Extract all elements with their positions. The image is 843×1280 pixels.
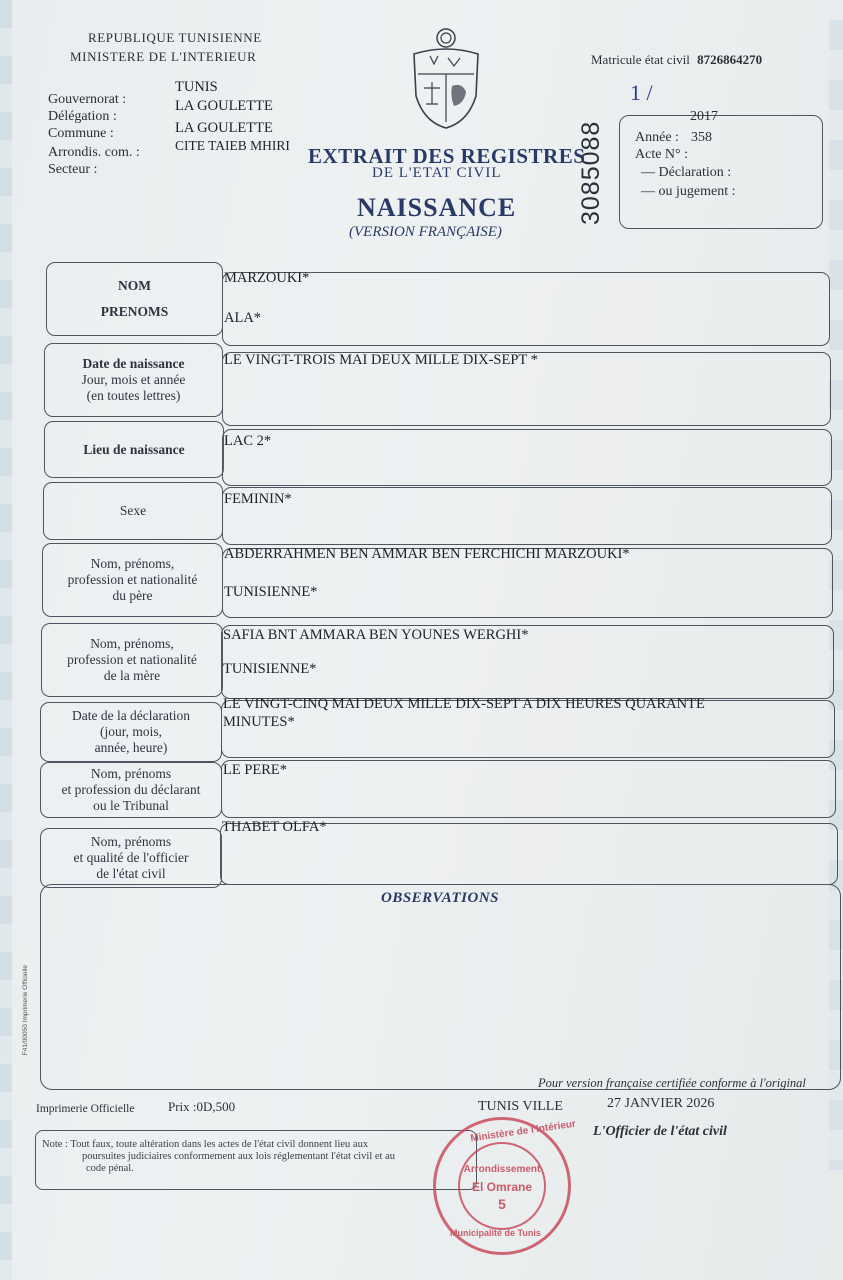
field-label-line: profession et nationalité — [67, 572, 198, 587]
field-value-text: ABDERRAHMEN BEN AMMAR BEN FERCHICHI MARZOUKI* — [224, 546, 630, 562]
field-label-line: (jour, mois, — [99, 724, 163, 739]
value-arrondissement: CITE TAIEB MHIRI — [175, 138, 290, 153]
label-arrondissement: Arrondis. com. : — [48, 145, 140, 160]
field-label-box — [41, 623, 223, 697]
field-label-line: année, heure) — [94, 740, 168, 755]
doc-type-naissance: NAISSANCE — [357, 193, 517, 222]
field-label-line: Lieu de naissance — [83, 441, 185, 457]
field-label-box — [44, 421, 224, 478]
jugement-label: — ou jugement : — [641, 184, 736, 199]
annee-label: Année : — [635, 130, 679, 145]
issue-place: TUNIS VILLE — [478, 1099, 563, 1114]
field-value-text: ALA* — [224, 310, 262, 326]
republic-title: REPUBLIQUE TUNISIENNE — [88, 30, 262, 45]
field-value-text: LE PERE* — [223, 762, 288, 778]
field-label-line: Nom, prénoms — [90, 834, 172, 849]
field-label-line: et qualité de l'officier — [73, 850, 189, 865]
acte-number-label: Acte N° : — [635, 147, 689, 162]
note-line-3: code pénal. — [86, 1163, 134, 1174]
prix: Prix :0D,500 — [168, 1099, 236, 1114]
field-value-box — [222, 487, 832, 545]
ministry-title: MINISTERE DE L'INTERIEUR — [70, 49, 257, 64]
field-label-line: ou le Tribunal — [93, 798, 169, 813]
field-label-line: Date de la déclaration — [71, 708, 191, 723]
serial-number: 3085088 — [577, 120, 605, 226]
imprimerie-label: Imprimerie Officielle — [36, 1103, 135, 1115]
field-value-text: LE VINGT-CINQ MAI DEUX MILLE DIX-SEPT A DIX HEURES QUARANTE — [223, 696, 705, 712]
field-label-box — [42, 543, 223, 617]
label-secteur: Secteur : — [48, 162, 98, 177]
stamp-line-3: 5 — [498, 1196, 506, 1212]
field-value-box — [221, 760, 836, 818]
field-label-box — [46, 262, 223, 336]
matricule-label: Matricule état civil — [591, 52, 690, 67]
field-label-box — [44, 343, 223, 417]
side-print: F41/00050 Imprimerie Officielle — [22, 965, 29, 1056]
field-label-line: (en toutes lettres) — [86, 388, 181, 403]
handwritten-mark: 1 / — [630, 80, 653, 105]
field-label-line: Sexe — [119, 503, 147, 518]
label-gouvernorat: Gouvernorat : — [48, 92, 127, 107]
field-value-text: TUNISIENNE* — [224, 584, 318, 600]
field-label-line: Date de naissance — [82, 356, 185, 371]
observations-label: OBSERVATIONS — [381, 890, 499, 906]
tunisia-emblem-icon — [408, 26, 484, 132]
note-line-1: Note : Tout faux, toute altération dans les actes de l'état civil donnent lieu aux — [42, 1139, 369, 1150]
field-label-line: Nom, prénoms, — [90, 556, 175, 571]
stamp-line-2: El Omrane — [471, 1180, 533, 1194]
field-value-text: SAFIA BNT AMMARA BEN YOUNES WERGHI* — [223, 627, 529, 643]
field-label-line: du père — [112, 588, 153, 603]
observations-box — [40, 884, 841, 1090]
field-value-text: LE VINGT-TROIS MAI DEUX MILLE DIX-SEPT * — [224, 352, 538, 368]
value-commune: LA GOULETTE — [175, 120, 273, 136]
field-label-line: Nom, prénoms, — [90, 636, 174, 651]
field-label-line: Jour, mois et année — [81, 372, 186, 387]
label-commune: Commune : — [48, 126, 114, 141]
certification-text: Pour version française certifiée conforme à l'original — [538, 1076, 806, 1090]
label-delegation: Délégation : — [48, 109, 117, 124]
title-etat-civil: DE L'ETAT CIVIL — [372, 165, 502, 181]
matricule — [591, 52, 762, 68]
field-value-text: MINUTES* — [223, 714, 295, 730]
field-label-line: PRENOMS — [100, 304, 169, 319]
field-value-box — [222, 272, 830, 346]
field-label-box — [40, 828, 222, 888]
stamp-line-1: Arrondissement — [463, 1164, 541, 1175]
left-border-pattern — [0, 0, 12, 1280]
stamp-bottom-text: Municipalité de Tunis — [450, 1228, 541, 1238]
title-extrait: EXTRAIT DES REGISTRES — [308, 144, 586, 168]
field-value-text: TUNISIENNE* — [223, 661, 317, 677]
municipal-stamp — [433, 1117, 577, 1255]
field-value-text: FEMININ* — [224, 491, 292, 507]
acte-year-value: 2017 — [690, 109, 718, 124]
field-value-box — [222, 429, 832, 486]
issue-date: 27 JANVIER 2026 — [607, 1096, 715, 1111]
field-label-line: Nom, prénoms — [90, 766, 172, 781]
field-value-text: LAC 2* — [224, 433, 272, 449]
field-label-line: profession et nationalité — [67, 652, 197, 667]
note-line-2: poursuites judiciaires conformement aux lois réglementant l'état civil et au — [82, 1151, 396, 1162]
annee-value: 358 — [691, 130, 712, 145]
field-label-line: NOM — [118, 278, 151, 293]
stamp-outer-text: Ministère de l'Intérieur — [469, 1118, 577, 1145]
version-francaise: (VERSION FRANÇAISE) — [349, 224, 502, 240]
field-value-text: THABET OLFA* — [222, 819, 327, 835]
field-label-line: de la mère — [103, 668, 161, 683]
officer-signature-label: L'Officier de l'état civil — [593, 1124, 727, 1139]
matricule-value: 8726864270 — [697, 52, 763, 67]
field-label-line: et profession du déclarant — [61, 782, 201, 797]
field-label-box — [40, 762, 222, 818]
field-value-text: MARZOUKI* — [224, 270, 310, 286]
value-delegation: LA GOULETTE — [175, 98, 273, 114]
field-label-box — [40, 702, 222, 762]
field-label-line: de l'état civil — [96, 866, 166, 881]
field-label-box — [43, 482, 223, 540]
value-gouvernorat: TUNIS — [175, 79, 218, 95]
declaration-label: — Déclaration : — [641, 165, 732, 180]
